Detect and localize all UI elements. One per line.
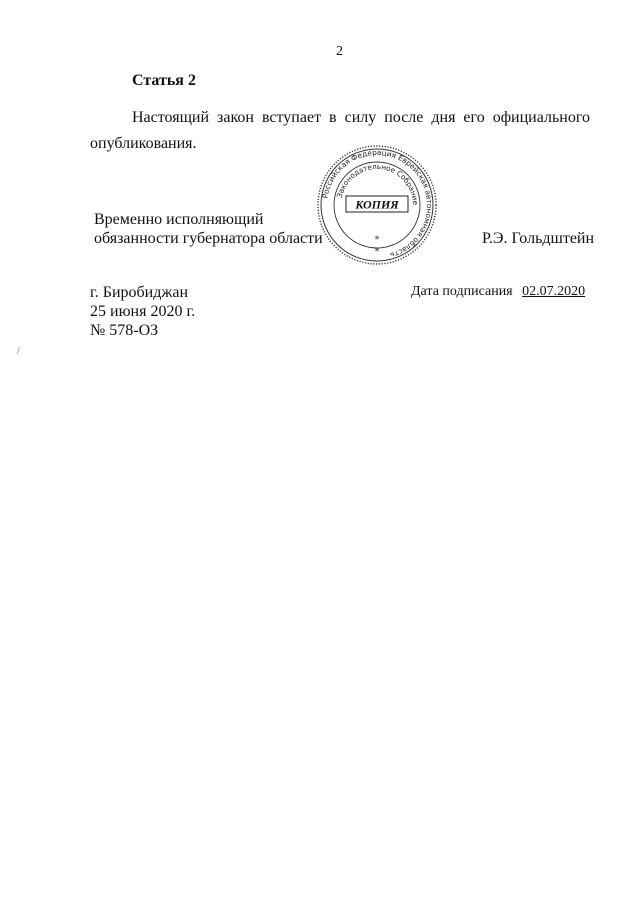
page-number: 2 <box>336 44 343 59</box>
signatory-position-line1: Временно исполняющий <box>94 211 264 228</box>
signatory-name: Р.Э. Гольдштейн <box>482 230 595 247</box>
stamp-star-icon: * <box>374 247 380 257</box>
article-text-line1: Настоящий закон вступает в силу после дня его официального <box>132 109 590 126</box>
stamp-star-icon: * <box>374 235 380 245</box>
official-stamp <box>316 144 438 266</box>
signing-date-value: 02.07.2020 <box>522 284 586 299</box>
article-title: Статья 2 <box>132 72 196 89</box>
document-date: 25 июня 2020 г. <box>90 303 196 320</box>
document-number: № 578-ОЗ <box>90 322 159 339</box>
document-city: г. Биробиджан <box>90 284 189 301</box>
stamp-outer-text: Российская Федерация Еврейская автономная область <box>320 147 435 261</box>
signing-date <box>411 284 585 300</box>
stamp-inner-text: Законодательное Собрание <box>334 161 421 206</box>
signing-date-label: Дата подписания <box>411 284 513 299</box>
stamp-center-text: КОПИЯ <box>355 197 399 212</box>
scan-mark: / <box>17 346 20 357</box>
signatory-position-line2: обязанности губернатора области <box>94 230 323 247</box>
article-text-line2: опубликования. <box>90 135 197 152</box>
